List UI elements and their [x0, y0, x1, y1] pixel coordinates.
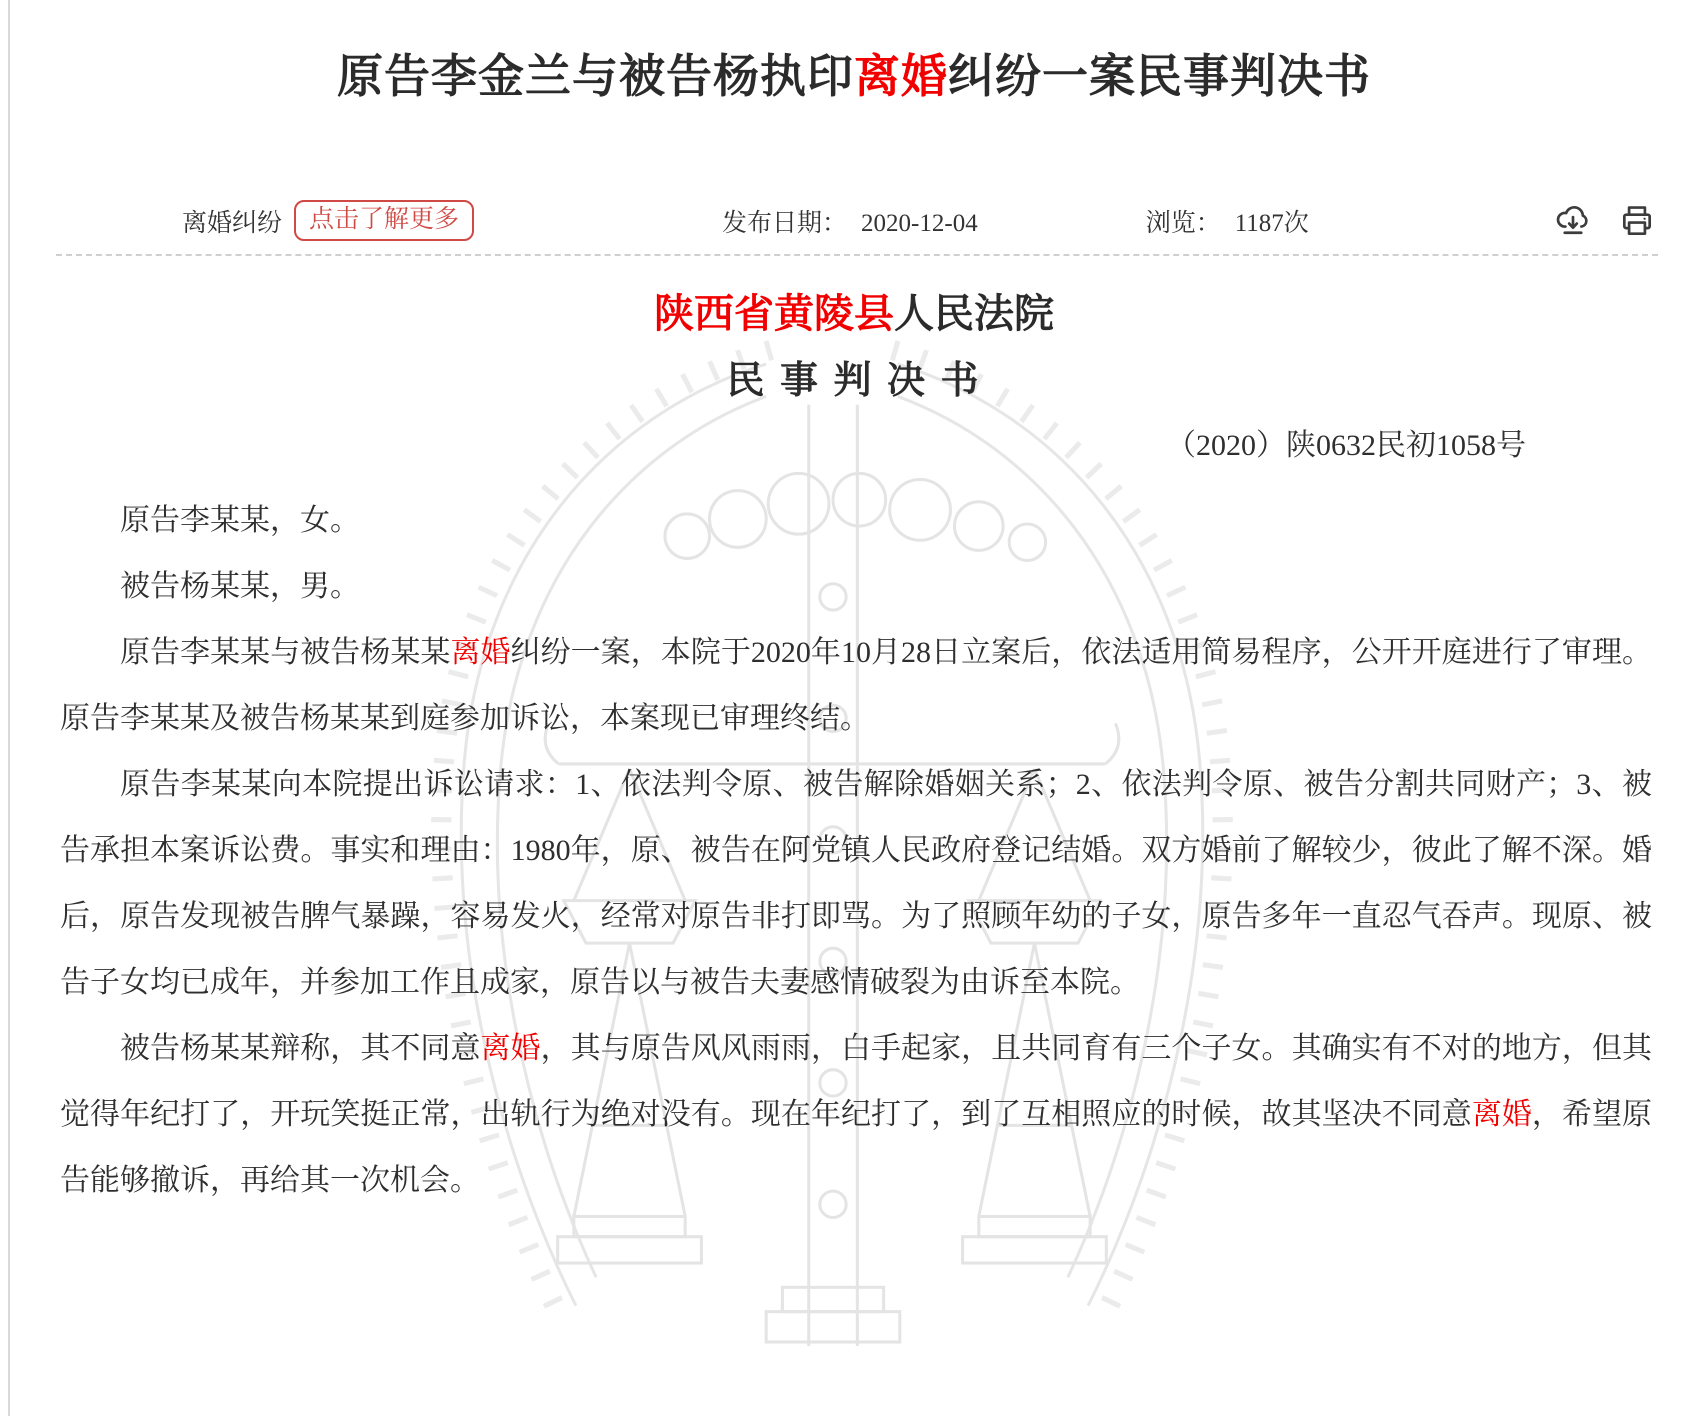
print-button[interactable]: [1618, 202, 1656, 240]
court-name-heading: [10, 282, 1698, 339]
views-label: 浏览：: [1145, 209, 1221, 237]
views-group: [1146, 203, 1309, 239]
text-run: 纠纷一案民事判决书: [948, 51, 1371, 102]
court-name-suffix: 人民法院: [894, 291, 1054, 336]
judgment-paragraph: [60, 620, 1652, 752]
highlighted-term: 离婚: [854, 51, 948, 102]
download-button[interactable]: [1554, 202, 1592, 240]
judgment-paragraph: [60, 488, 1652, 554]
text-run: 纠纷一案，本院于2020年10月28日立案后，依法适用简易程序，公开开庭进行了审理。原告李某某及被告杨某某到庭参加诉讼，本案现已审理终结。: [60, 636, 1653, 735]
document-type-heading: 民 事 判 决 书: [726, 360, 982, 402]
judgment-paragraph: [60, 554, 1652, 620]
text-run: 被告杨某某，男。: [120, 570, 360, 603]
document-content: [10, 0, 1698, 1214]
judgment-body: [10, 488, 1698, 1214]
learn-more-button[interactable]: 点击了解更多: [294, 200, 474, 241]
highlighted-term: 离婚: [450, 636, 511, 669]
page-title: [10, 0, 1698, 106]
text-run: ，希望原告能够撤诉，再给其一次机会。: [60, 1098, 1653, 1197]
category-label: 离婚纠纷: [182, 209, 283, 237]
printer-icon: [1618, 202, 1656, 240]
case-number: （2020）陕0632民初1058号: [1166, 429, 1526, 462]
judgment-paragraph: [60, 1016, 1652, 1214]
document-page: [8, 0, 1698, 1416]
publish-date-value: 2020-12-04: [861, 209, 978, 237]
text-run: 被告杨某某辩称，其不同意: [120, 1032, 481, 1065]
cloud-download-icon: [1554, 202, 1592, 240]
publish-date-label: 发布日期：: [722, 209, 848, 237]
views-value: 1187次: [1234, 209, 1309, 237]
publish-date-group: [722, 203, 978, 239]
court-name-region: 陕西省黄陵县: [654, 291, 894, 336]
text-run: 原告李某某与被告杨某某: [120, 636, 451, 669]
highlighted-term: 离婚: [480, 1032, 541, 1065]
dashed-separator: [56, 254, 1658, 256]
text-run: 原告李某某，女。: [120, 504, 360, 537]
action-icons: [1554, 202, 1656, 240]
text-run: ，其与原告风风雨雨，白手起家，且共同育有三个子女。其确实有不对的地方，但其觉得年纪打了，开玩笑挺正常，出轨行为绝对没有。现在年纪打了，到了互相照应的时候，故其坚决不同意: [60, 1032, 1653, 1131]
text-run: 原告李某某向本院提出诉讼请求：1、依法判令原、被告解除婚姻关系；2、依法判令原、被告分割共同财产；3、被告承担本案诉讼费。事实和理由：1980年，原、被告在阿党镇人民政府登记结婚。双方婚前了解较少，彼此了解不深。婚后，原告发现被告脾气暴躁，容易发火，经常对原告非打即骂。为了照顾年幼的子女，原告多年一直忍气吞声。现原、被告子女均已成年，并参加工作且成家，原告以与被告夫妻感情破裂为由诉至本院。: [60, 768, 1652, 999]
text-run: 原告李金兰与被告杨执印: [337, 51, 854, 102]
meta-row: [10, 200, 1698, 241]
judgment-paragraph: [60, 752, 1652, 1016]
highlighted-term: 离婚: [1471, 1098, 1532, 1131]
